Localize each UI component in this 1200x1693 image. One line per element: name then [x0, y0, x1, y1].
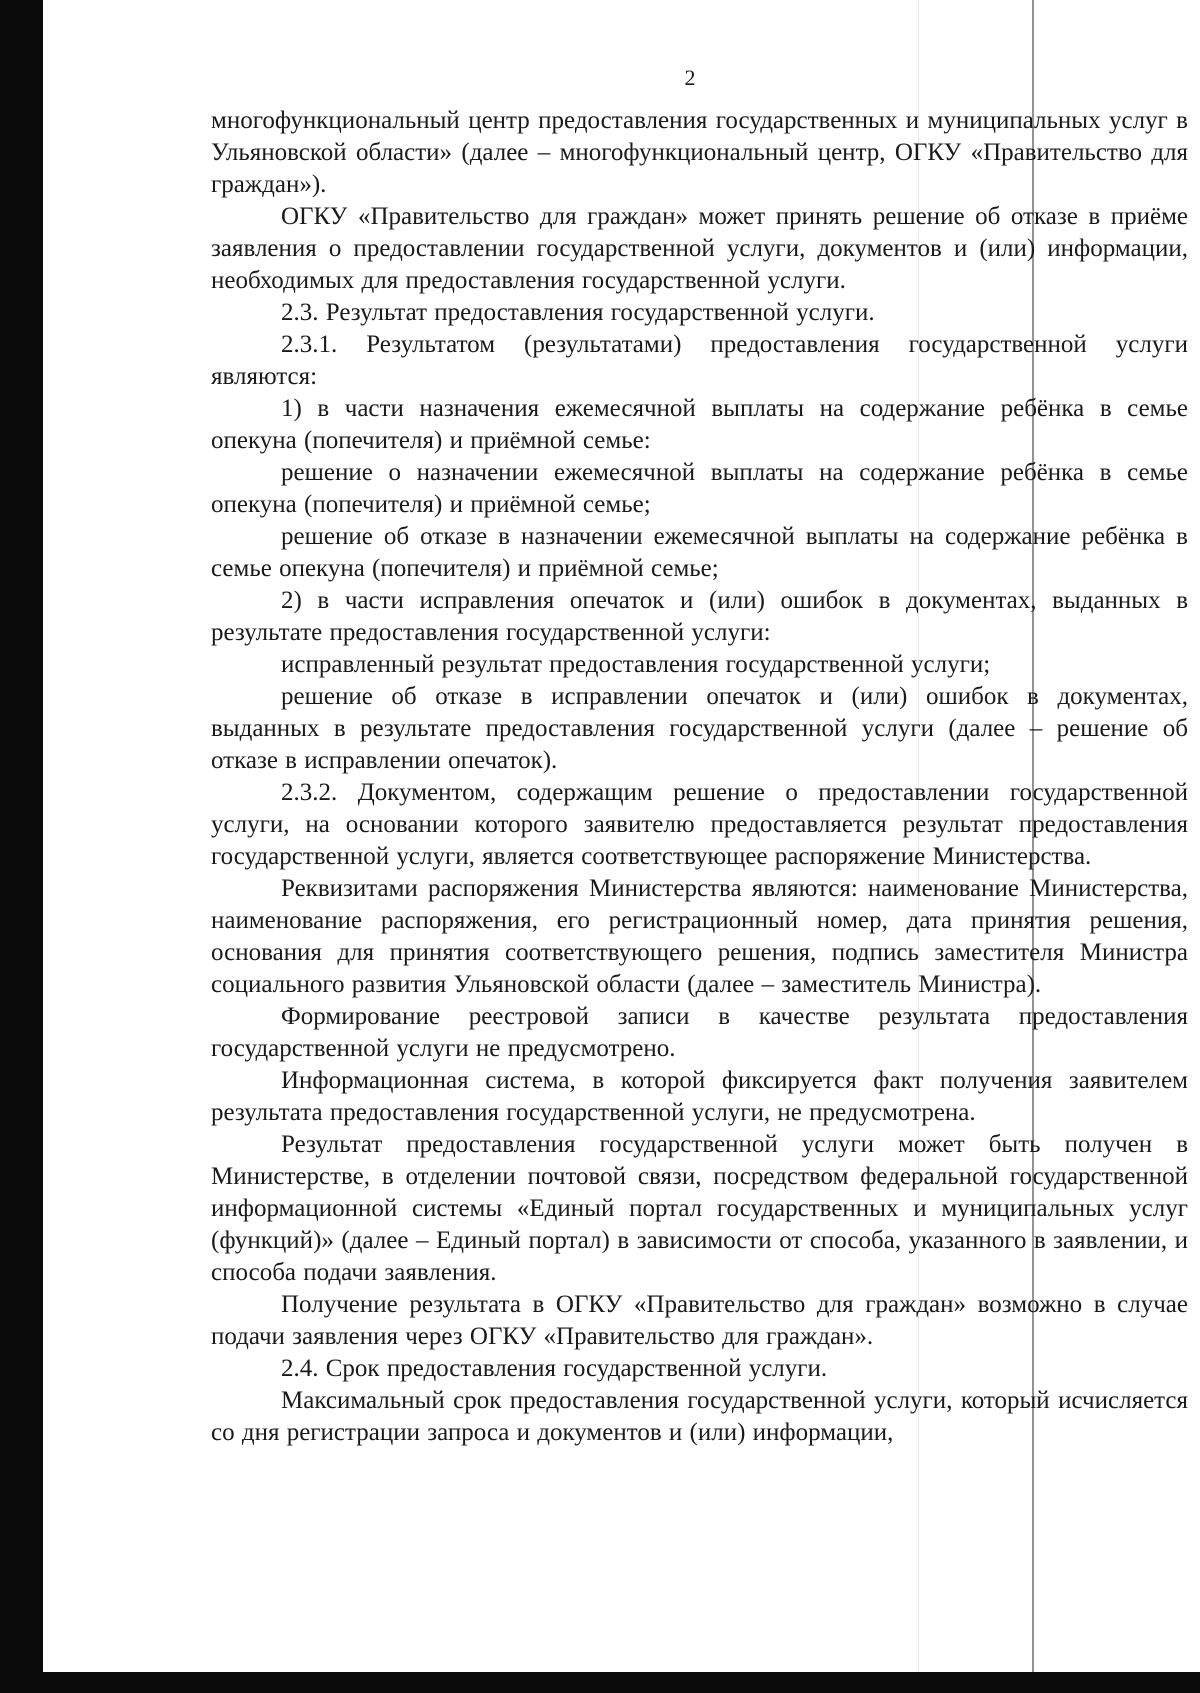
paragraph: 2.3.1. Результатом (результатами) предоставления государственной услуги являются: [211, 331, 1188, 390]
paragraph: Результат предоставления государственной услуги может быть получен в Министерстве, в отделении почтовой связи, посредством федеральной государственной информационной системы «Единый портал государственных и муниципальных услуг (функций)» (далее – Единый портал) в зависимости от способа, указанного в заявлении, и способа подачи заявления. [211, 1131, 1188, 1286]
paragraph: Реквизитами распоряжения Министерства являются: наименование Министерства, наименование распоряжения, его регистрационный номер, дата принятия решения, основания для принятия соответствующего решения, подпись заместителя Министра социального развития Ульяновской области (далее – заместитель Министра). [211, 875, 1188, 998]
paragraph: решение об отказе в исправлении опечаток и (или) ошибок в документах, выданных в результате предоставления государственной услуги (далее – решение об отказе в исправлении опечаток). [211, 683, 1188, 774]
paragraph: Получение результата в ОГКУ «Правительство для граждан» возможно в случае подачи заявления через ОГКУ «Правительство для граждан». [211, 1291, 1188, 1350]
scan-left-border [0, 0, 43, 1693]
document-body [211, 105, 1188, 1449]
list-item: 1) в части назначения ежемесячной выплаты на содержание ребёнка в семье опекуна (попечителя) и приёмной семье: [211, 395, 1188, 454]
section-heading: 2.4. Срок предоставления государственной услуги. [281, 1355, 828, 1382]
paragraph: многофункциональный центр предоставления государственных и муниципальных услуг в Ульяновской области» (далее – многофункциональный центр, ОГКУ «Правительство для граждан»). [211, 107, 1188, 198]
paragraph: решение об отказе в назначении ежемесячной выплаты на содержание ребёнка в семье опекуна (попечителя) и приёмной семье; [211, 523, 1188, 582]
paragraph: ОГКУ «Правительство для граждан» может принять решение об отказе в приёме заявления о предоставлении государственной услуги, документов и (или) информации, необходимых для предоставления государственной услуги. [211, 203, 1188, 294]
list-item: 2) в части исправления опечаток и (или) ошибок в документах, выданных в результате предоставления государственной услуги: [211, 587, 1188, 646]
paragraph: 2.3.2. Документом, содержащим решение о предоставлении государственной услуги, на основании которого заявителю предоставляется результат предоставления государственной услуги, является соответствующее распоряжение Министерства. [211, 779, 1188, 870]
page-number: 2 [684, 65, 696, 90]
section-heading: 2.3. Результат предоставления государственной услуги. [281, 299, 875, 326]
paragraph: Информационная система, в которой фиксируется факт получения заявителем результата предоставления государственной услуги, не предусмотрена. [211, 1067, 1188, 1126]
paragraph: исправленный результат предоставления государственной услуги; [281, 651, 991, 678]
paragraph: решение о назначении ежемесячной выплаты на содержание ребёнка в семье опекуна (попечителя) и приёмной семье; [211, 459, 1188, 518]
paragraph: Максимальный срок предоставления государственной услуги, который исчисляется со дня регистрации запроса и документов и (или) информации, [211, 1387, 1188, 1446]
scan-bottom-border [0, 1672, 1200, 1693]
paragraph: Формирование реестровой записи в качестве результата предоставления государственной услуги не предусмотрено. [211, 1003, 1188, 1062]
